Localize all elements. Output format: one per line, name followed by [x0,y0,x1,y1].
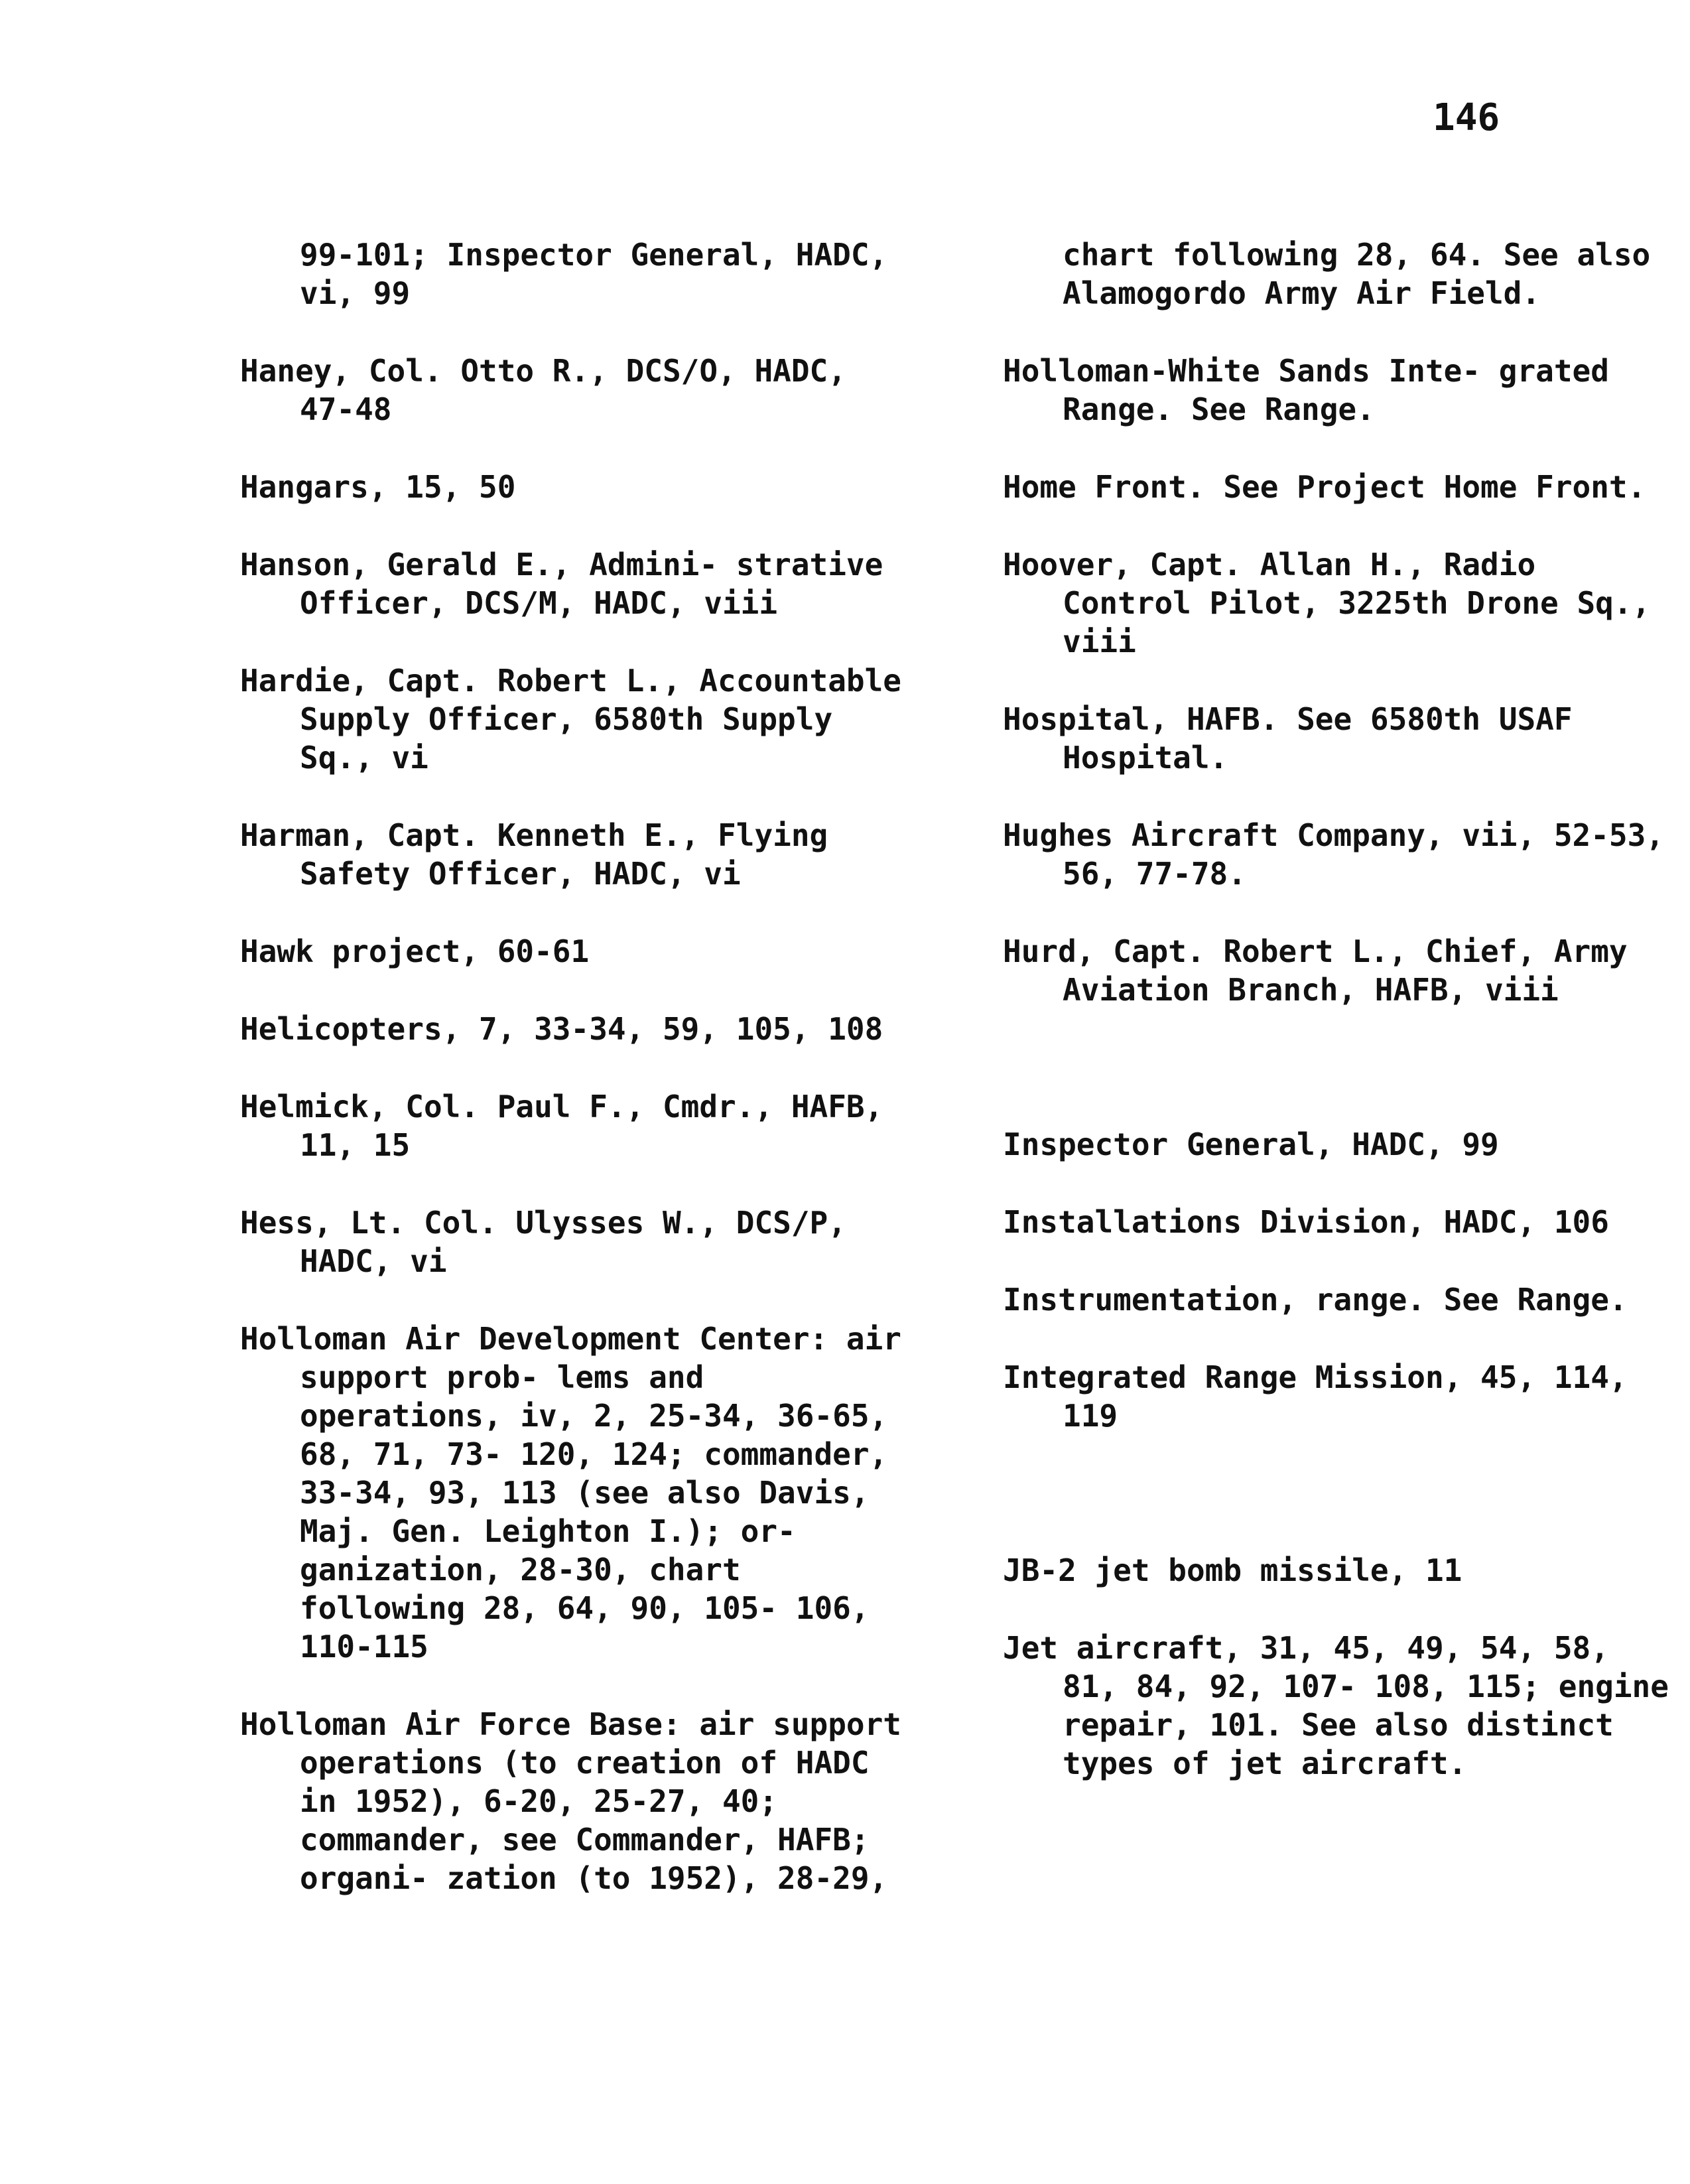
index-entry: Hess, Lt. Col. Ulysses W., DCS/P, HADC, vi [240,1205,865,1279]
page-number: 146 [1433,96,1500,139]
index-entry: chart following 28, 64. See also Alamogordo Army Air Field. [1063,237,1669,311]
index-entry: Instrumentation, range. See Range. [1003,1282,1628,1318]
index-column-left [240,236,920,1937]
section-gap [1003,1048,1679,1125]
index-entry: Hardie, Capt. Robert L., Accountable Supply Officer, 6580th Supply Sq., vi [240,663,920,776]
section-gap [1003,1474,1679,1551]
index-entry: Hoover, Capt. Allan H., Radio Control Pilot, 3225th Drone Sq., viii [1003,547,1669,659]
index-entry: Integrated Range Mission, 45, 114, 119 [1003,1359,1646,1434]
index-entry: Holloman-White Sands Inte- grated Range. See Range. [1003,353,1628,427]
index-entry: Home Front. See Project Home Front. [1003,469,1646,505]
index-entry: Helmick, Col. Paul F., Cmdr., HAFB, 11, 15 [240,1089,902,1163]
index-entry: Installations Division, HADC, 106 [1003,1204,1609,1240]
index-entry: Hurd, Capt. Robert L., Chief, Army Aviation Branch, HAFB, viii [1003,933,1646,1008]
index-entry: Hawk project, 60-61 [240,933,590,969]
index-entry: Inspector General, HADC, 99 [1003,1126,1499,1162]
index-entry: Holloman Air Force Base: air support operations (to creation of HADC in 1952), 6-20, 25-27, 40; commander, see Commander, HAFB; organi- zation (to 1952), 28-29, [240,1706,920,1896]
index-entry: 99-101; Inspector General, HADC, vi, 99 [300,237,906,311]
index-column-right [1003,236,1687,1822]
index-entry: JB-2 jet bomb missile, 11 [1003,1552,1462,1588]
index-entry: Hospital, HAFB. See 6580th USAF Hospital. [1003,701,1591,776]
index-entry: Hangars, 15, 50 [240,469,516,505]
index-entry: Helicopters, 7, 33-34, 59, 105, 108 [240,1011,883,1047]
index-entry: Hughes Aircraft Company, vii, 52-53, 56, 77-78. [1003,817,1683,892]
index-entry: Holloman Air Development Center: air support prob- lems and operations, iv, 2, 25-34, 36-65, 68, 71, 73- 120, 124; commander, 33-34, 93, 113 (see also Davis, Maj. Gen. Leighton I.); or- ganization, 28-30, chart following 28, 64, 90, 105- 106, 110-115 [240,1321,920,1665]
index-entry: Jet aircraft, 31, 45, 49, 54, 58, 81, 84, 92, 107- 108, 115; engine repair, 101. See also distinct types of jet aircraft. [1003,1630,1687,1781]
index-entry: Hanson, Gerald E., Admini- strative Officer, DCS/M, HADC, viii [240,547,902,621]
index-entry: Haney, Col. Otto R., DCS/O, HADC, 47-48 [240,353,865,427]
index-entry: Harman, Capt. Kenneth E., Flying Safety Officer, HADC, vi [240,817,846,892]
